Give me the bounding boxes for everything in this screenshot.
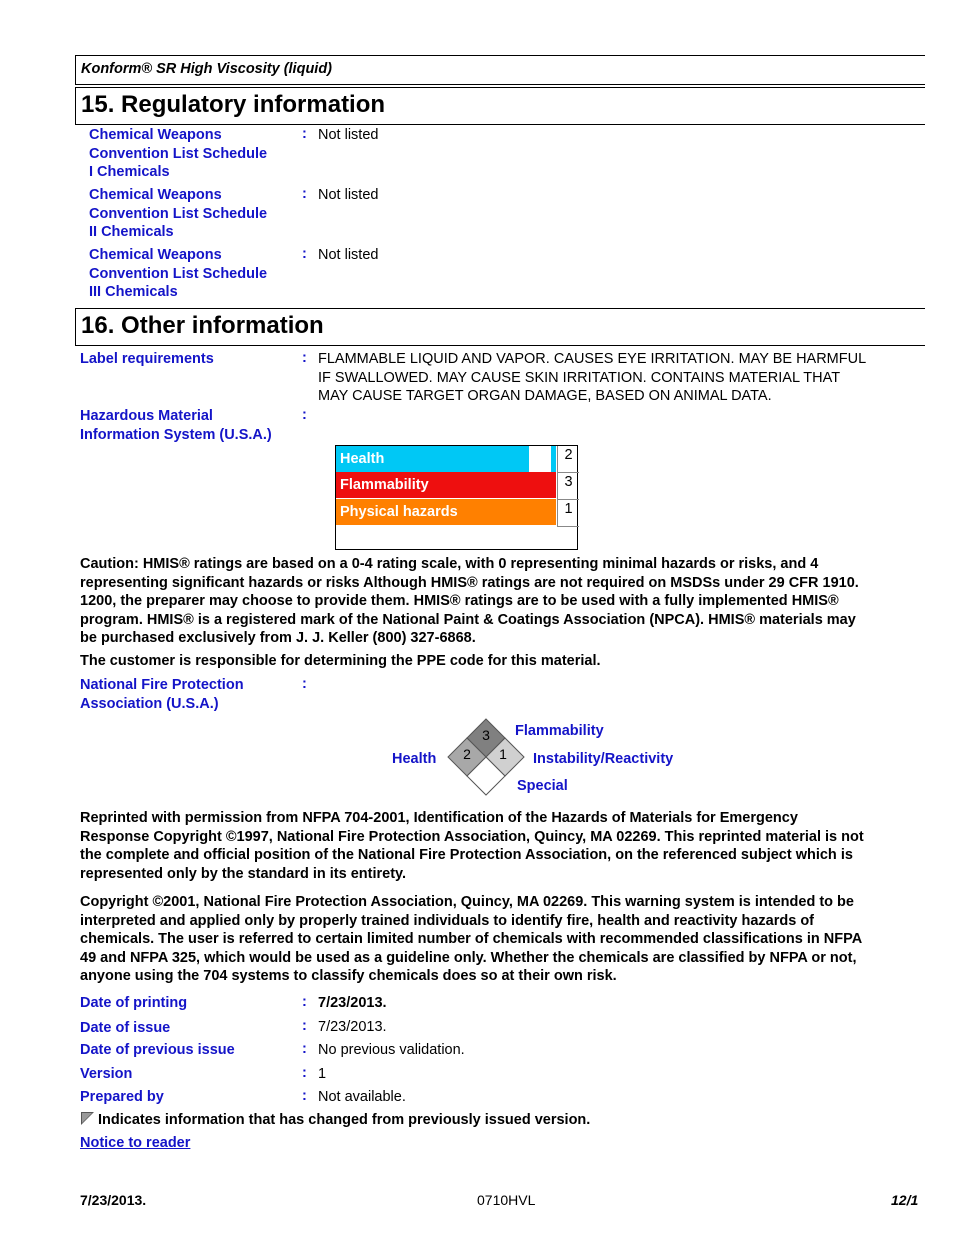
text-line: chemicals. The user is referred to certain limited number of chemicals with recommended classifications in NFPA bbox=[80, 931, 863, 947]
hmis-label bbox=[80, 407, 272, 444]
footer-code: 0710HVL bbox=[477, 1192, 536, 1208]
text-line: anyone using the 704 systems to classify chemicals does so at their own risk. bbox=[80, 968, 617, 984]
reg-item-label: Chemical Weapons bbox=[89, 127, 222, 143]
date-value: No previous validation. bbox=[318, 1042, 465, 1058]
text-line: the complete and official position of the National Fire Protection Association, on the referenced subject which is bbox=[80, 847, 853, 863]
text-line: Copyright ©2001, National Fire Protection Association, Quincy, MA 02269. This warning system is intended to be bbox=[80, 894, 854, 910]
product-name: Konform® SR High Viscosity (liquid) bbox=[81, 61, 333, 77]
date-value: Not available. bbox=[318, 1089, 406, 1105]
text-line: Reprinted with permission from NFPA 704-2001, Identification of the Hazards of Materials for Emergency bbox=[80, 810, 798, 826]
reg-item-label: Convention List Schedule bbox=[89, 145, 268, 162]
section-15-title: 15. Regulatory information bbox=[81, 91, 386, 118]
ppe-note: The customer is responsible for determining the PPE code for this material. bbox=[80, 653, 601, 669]
section-16-header bbox=[75, 308, 925, 346]
footer-page: 12/1 bbox=[891, 1192, 919, 1208]
nfpa-health-value: 2 bbox=[463, 746, 471, 762]
date-value: 7/23/2013. bbox=[318, 1019, 387, 1035]
footer-date: 7/23/2013. bbox=[80, 1192, 147, 1208]
colon: : bbox=[302, 186, 307, 202]
nfpa-health-label: Health bbox=[392, 751, 437, 767]
text-line: Hazardous Material bbox=[80, 408, 213, 424]
colon: : bbox=[302, 994, 307, 1010]
hmis-row-label: Physical hazards bbox=[340, 504, 458, 520]
text-line: Response Copyright ©1997, National Fire Protection Association, Quincy, MA 02269. This reprinted material is not bbox=[80, 828, 864, 845]
product-header bbox=[75, 55, 925, 85]
colon: : bbox=[302, 350, 307, 366]
date-label: Date of previous issue bbox=[80, 1042, 235, 1058]
colon: : bbox=[302, 1018, 307, 1034]
reg-item-label: Convention List Schedule bbox=[89, 265, 268, 282]
reg-item-label: Convention List Schedule bbox=[89, 205, 268, 222]
notice-to-reader-link[interactable]: Notice to reader bbox=[80, 1135, 191, 1151]
changed-note: Indicates information that has changed from previously issued version. bbox=[98, 1112, 591, 1128]
reg-item-label: Chemical Weapons bbox=[89, 187, 222, 203]
hmis-row-label: Health bbox=[340, 451, 385, 467]
nfpa-special-label: Special bbox=[517, 778, 568, 794]
text-line: IF SWALLOWED. MAY CAUSE SKIN IRRITATION. CONTAINS MATERIAL THAT bbox=[318, 369, 841, 386]
text-line: program. HMIS® is a registered mark of the National Paint & Coatings Association (NPCA). HMIS® materials may bbox=[80, 611, 856, 628]
hmis-health-gap bbox=[529, 446, 551, 472]
text-line: be purchased exclusively from J. J. Keller (800) 327-6868. bbox=[80, 630, 476, 646]
hmis-caution bbox=[80, 555, 930, 648]
label-requirements-label: Label requirements bbox=[80, 351, 214, 367]
hmis-row-label: Flammability bbox=[340, 477, 429, 493]
nfpa-diamond bbox=[447, 718, 525, 796]
text-line: 49 and NFPA 325, which would be used as a guideline only. Whether the chemicals are classified by NFPA or not, bbox=[80, 949, 857, 966]
colon: : bbox=[302, 246, 307, 262]
reg-item-value: Not listed bbox=[318, 127, 379, 143]
hmis-physical-row bbox=[336, 499, 556, 525]
reg-item-label: I Chemicals bbox=[89, 164, 170, 180]
text-line: interpreted and applied only by properly trained individuals to identify fire, health and reactivity hazards of bbox=[80, 912, 814, 929]
section-16-title: 16. Other information bbox=[81, 312, 324, 339]
text-line: Caution: HMIS® ratings are based on a 0-4 rating scale, with 0 representing minimal hazards or risks, and 4 bbox=[80, 556, 819, 572]
text-line: 1200, the preparer may choose to provide them. HMIS® ratings are to be used with a fully implemented HMIS® bbox=[80, 593, 839, 609]
text-line: Information System (U.S.A.) bbox=[80, 426, 272, 443]
colon: : bbox=[302, 126, 307, 142]
section-15-header bbox=[75, 87, 925, 125]
date-value: 1 bbox=[318, 1066, 327, 1082]
nfpa-instability-label: Instability/Reactivity bbox=[533, 751, 674, 767]
nfpa-reprint-text bbox=[80, 809, 930, 883]
nfpa-copyright-text bbox=[80, 893, 930, 986]
nfpa-label bbox=[80, 676, 244, 713]
hmis-flammability-value: 3 bbox=[557, 472, 579, 499]
colon: : bbox=[302, 1088, 307, 1104]
colon: : bbox=[302, 676, 307, 692]
colon: : bbox=[302, 1065, 307, 1081]
text-line: Association (U.S.A.) bbox=[80, 695, 219, 712]
changed-marker-icon bbox=[81, 1112, 94, 1125]
text-line: representing significant hazards or risks Although HMIS® ratings are not required on MSDSs under 29 CFR 1910. bbox=[80, 574, 859, 591]
text-line: represented only by the standard in its entirety. bbox=[80, 865, 407, 882]
label-requirements-text bbox=[318, 350, 923, 406]
reg-item-label: III Chemicals bbox=[89, 284, 178, 300]
colon: : bbox=[302, 1041, 307, 1057]
date-value: 7/23/2013. bbox=[318, 995, 387, 1011]
colon: : bbox=[302, 407, 307, 423]
text-line: National Fire Protection bbox=[80, 677, 244, 693]
hmis-health-value: 2 bbox=[557, 446, 579, 472]
date-label: Date of issue bbox=[80, 1020, 171, 1036]
nfpa-instability-value: 1 bbox=[499, 746, 507, 762]
reg-item-value: Not listed bbox=[318, 247, 379, 263]
hmis-flammability-row bbox=[336, 472, 556, 498]
text-line: FLAMMABLE LIQUID AND VAPOR. CAUSES EYE IRRITATION. MAY BE HARMFUL bbox=[318, 351, 867, 367]
nfpa-flammability-label: Flammability bbox=[515, 723, 604, 739]
date-label: Version bbox=[80, 1066, 133, 1082]
hmis-health-row bbox=[336, 446, 529, 472]
nfpa-flammability-value: 3 bbox=[482, 727, 490, 743]
reg-item-value: Not listed bbox=[318, 187, 379, 203]
hmis-physical-value: 1 bbox=[557, 499, 579, 527]
reg-item-label: Chemical Weapons bbox=[89, 247, 222, 263]
date-label: Prepared by bbox=[80, 1089, 164, 1105]
hmis-health-bar bbox=[551, 446, 556, 472]
reg-item-label: II Chemicals bbox=[89, 224, 174, 240]
date-label: Date of printing bbox=[80, 995, 188, 1011]
text-line: MAY CAUSE TARGET ORGAN DAMAGE, BASED ON ANIMAL DATA. bbox=[318, 388, 772, 404]
